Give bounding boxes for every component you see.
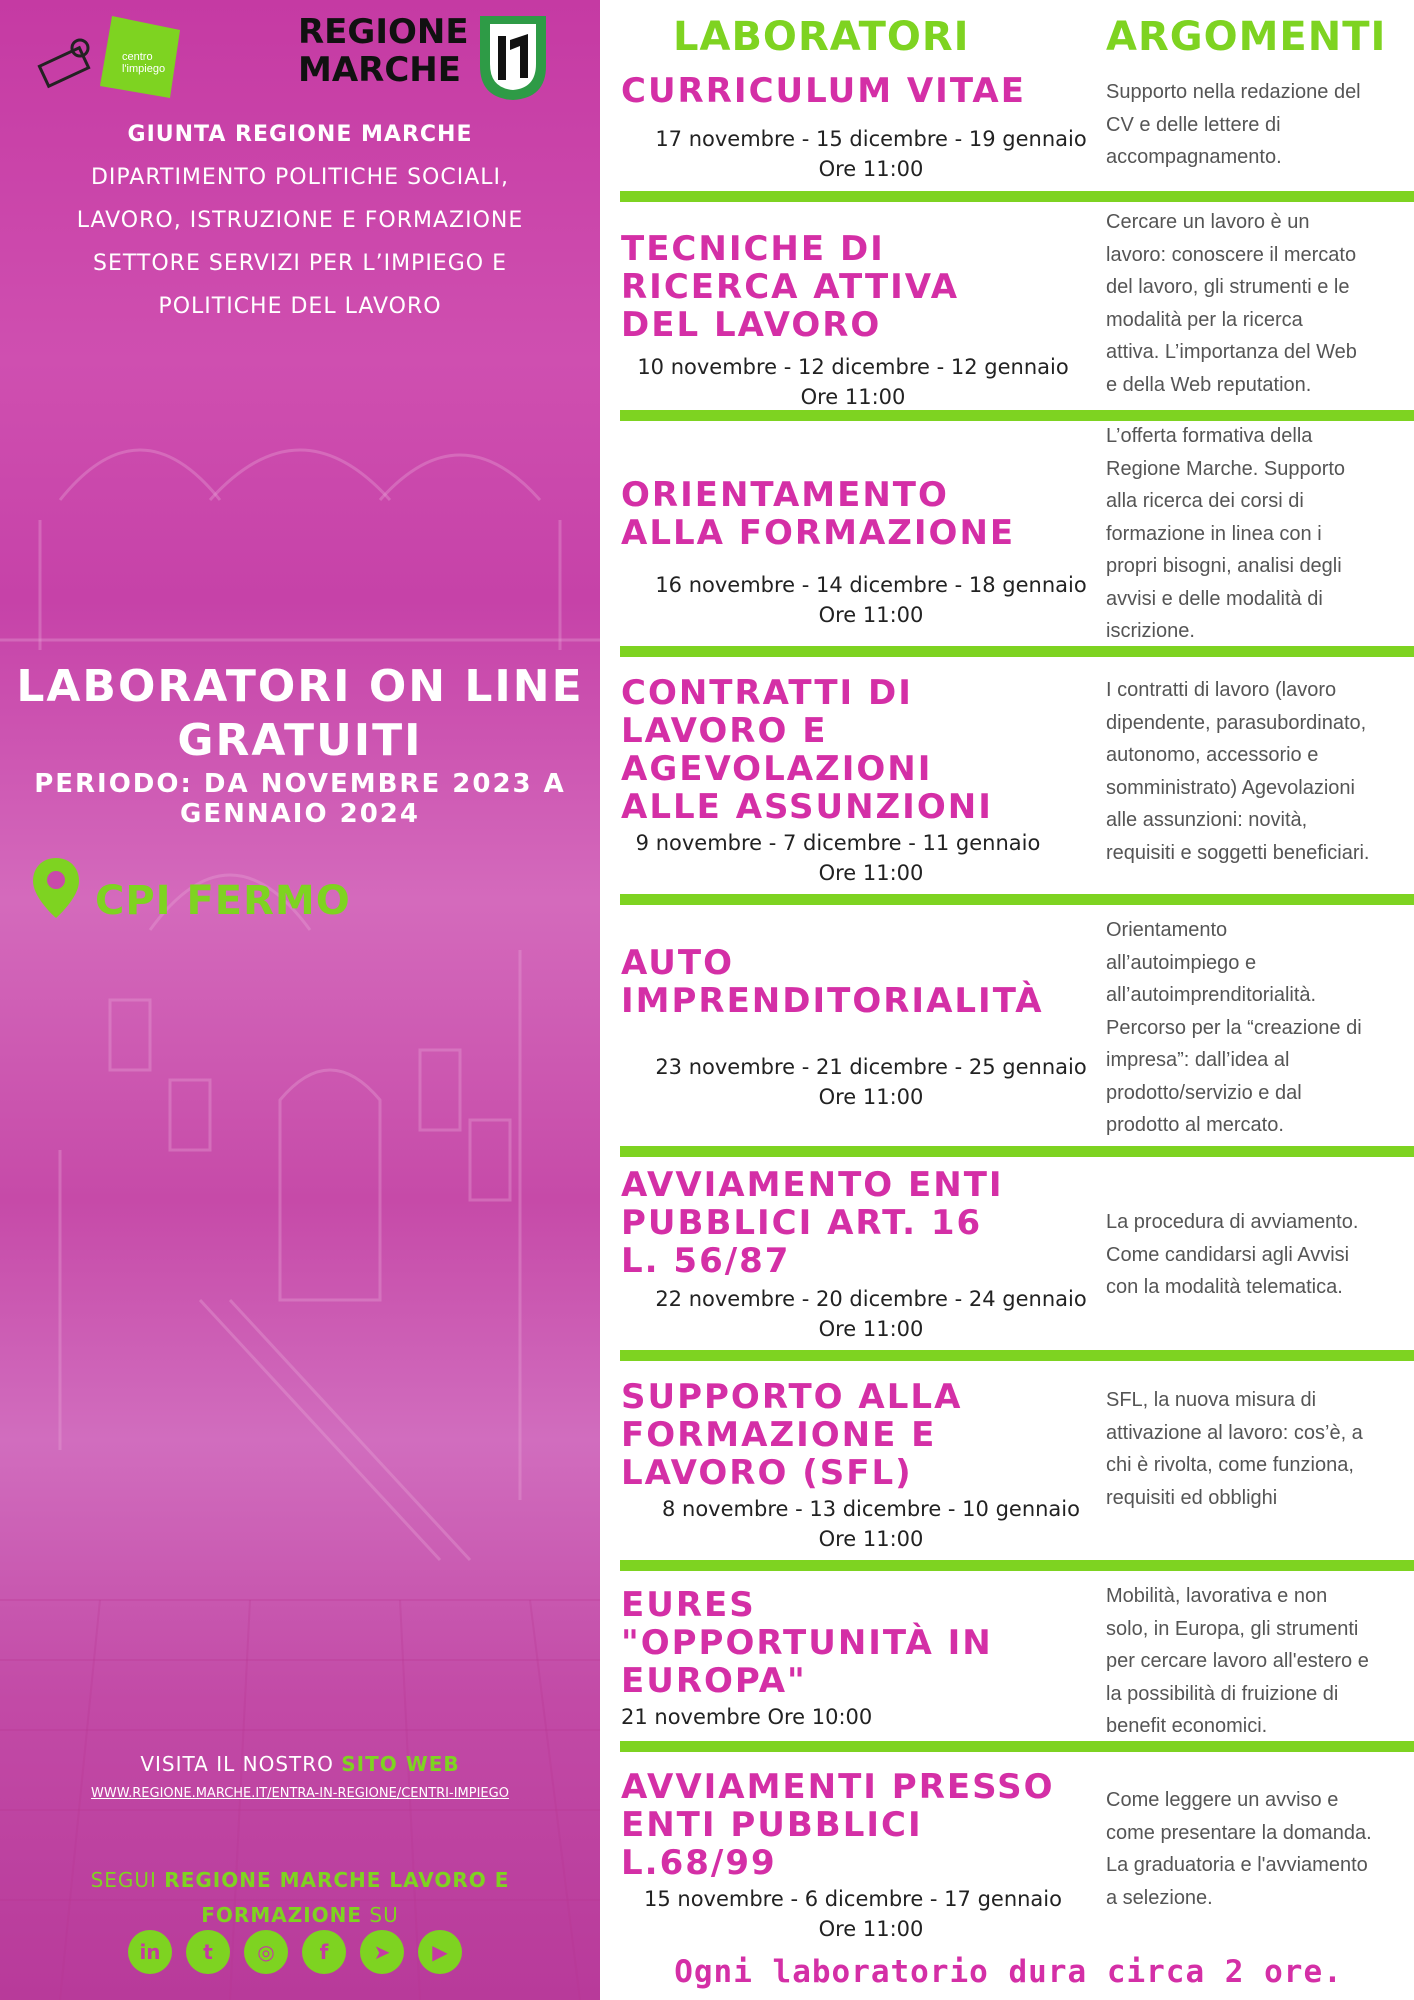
- lab-ricerca-attiva: TECNICHE DI RICERCA ATTIVA DEL LAVORO: [621, 229, 960, 345]
- lab-time: Ore 11:00: [818, 603, 924, 627]
- lab-topic: Mobilità, lavorativa e non solo, in Europa, gli strumenti per cercare lavoro all'estero e la possibilità di fruizione di benefit economici.: [1106, 1585, 1369, 1737]
- lab-time: Ore 11:00: [818, 1317, 924, 1341]
- lab-orientamento-formazione: ORIENTAMENTO ALLA FORMAZIONE: [621, 475, 1016, 553]
- lab-dates: 10 novembre - 12 dicembre - 12 gennaio: [637, 355, 1069, 379]
- lab-topic: I contratti di lavoro (lavoro dipendente, parasubordinato, autonomo, accessorio e somministrato) Agevolazioni alle assunzioni: novità, requisiti e soggetti beneficiari.: [1106, 679, 1370, 864]
- lab-title: CURRICULUM VITAE: [621, 71, 1026, 111]
- centro-impiego-logo: [30, 8, 180, 98]
- follow-highlight-2: FORMAZIONE: [201, 1903, 363, 1927]
- location-label: CPI FERMO: [95, 878, 351, 924]
- lab-time: Ore 11:00: [818, 1527, 924, 1551]
- duration-note: Ogni laboratorio dura circa 2 ore.: [674, 1954, 1343, 1990]
- lab-topic: SFL, la nuova misura di attivazione al lavoro: cos’è, a chi è rivolta, come funziona, requisiti ed obblighi: [1106, 1389, 1363, 1509]
- lab-eures: EURES "OPPORTUNITÀ IN EUROPA": [621, 1585, 993, 1701]
- lab-time: Ore 11:00: [800, 385, 906, 409]
- lab-contratti: CONTRATTI DI LAVORO E AGEVOLAZIONI ALLE ASSUNZIONI: [621, 673, 993, 827]
- dept-line-5: POLITICHE DEL LAVORO: [158, 294, 442, 319]
- lab-time: Ore 11:00: [818, 1085, 924, 1109]
- lab-dates: 17 novembre - 15 dicembre - 19 gennaio: [655, 127, 1087, 151]
- visit-website-text: [0, 1752, 600, 1776]
- logo-line-regione: REGIONE: [298, 12, 469, 52]
- lab-topic: Orientamento all’autoimpiego e all’autoimprenditorialità. Percorso per la “creazione di impresa”: dall’idea al prodotto/servizio e dal prodotto al mercato.: [1106, 919, 1362, 1136]
- lab-curriculum-vitae: [621, 72, 1121, 110]
- lab-dates: 15 novembre - 6 dicembre - 17 gennaio: [643, 1887, 1062, 1911]
- lab-topic: La procedura di avviamento. Come candidarsi agli Avvisi con la modalità telematica.: [1106, 1211, 1359, 1298]
- row-separator: [620, 894, 1414, 905]
- visit-highlight: SITO WEB: [341, 1752, 460, 1776]
- row-separator: [620, 1146, 1414, 1157]
- youtube-icon[interactable]: ▶: [418, 1930, 462, 1974]
- period-line-1: PERIODO: DA NOVEMBRE 2023 A: [34, 769, 566, 799]
- row-separator: [620, 1741, 1414, 1752]
- lab-dates: 9 novembre - 7 dicembre - 11 gennaio: [635, 831, 1041, 855]
- svg-text:centro: centro: [122, 51, 153, 63]
- lab-dates: 16 novembre - 14 dicembre - 18 gennaio: [655, 573, 1087, 597]
- topics-header: ARGOMENTI: [1106, 14, 1387, 60]
- website-link[interactable]: WWW.REGIONE.MARCHE.IT/ENTRA-IN-REGIONE/CENTRI-IMPIEGO: [91, 1786, 509, 1801]
- region-shield-icon: [476, 12, 550, 102]
- right-panel: [603, 0, 1414, 2000]
- lab-autoimprenditorialita: AUTO IMPRENDITORIALITÀ: [621, 943, 1044, 1021]
- lab-time: Ore 11:00: [818, 861, 924, 885]
- row-separator: [620, 1350, 1414, 1361]
- instagram-icon[interactable]: ◎: [244, 1930, 288, 1974]
- visit-prefix: VISITA IL NOSTRO: [140, 1752, 342, 1776]
- dept-line-1: GIUNTA REGIONE MARCHE: [127, 122, 473, 147]
- lab-time: Ore 11:00: [818, 1917, 924, 1941]
- follow-line-1: [0, 1868, 600, 1892]
- lab-dates: 22 novembre - 20 dicembre - 24 gennaio: [655, 1287, 1087, 1311]
- lab-topic: L’offerta formativa della Regione Marche. Supporto alla ricerca dei corsi di formazione in linea con i propri bisogni, analisi degli avvisi e delle modalità di iscrizione.: [1106, 425, 1346, 642]
- facebook-icon[interactable]: f: [302, 1930, 346, 1974]
- lab-l6899: AVVIAMENTI PRESSO ENTI PUBBLICI L.68/99: [621, 1767, 1055, 1883]
- row-separator: [620, 1560, 1414, 1571]
- lab-dates: 21 novembre Ore 10:00: [621, 1705, 873, 1729]
- location-pin-icon: [30, 856, 82, 920]
- svg-text:l'impiego: l'impiego: [122, 63, 166, 75]
- headline-line-2: GRATUITI: [177, 715, 423, 766]
- labs-header: LABORATORI: [673, 14, 970, 60]
- lab-topic: Cercare un lavoro è un lavoro: conoscere il mercato del lavoro, gli strumenti e le modalità per la ricerca attiva. L’importanza del Web e della Web reputation.: [1106, 211, 1357, 396]
- follow-prefix: SEGUI: [90, 1868, 165, 1892]
- dept-line-3: LAVORO, ISTRUZIONE E FORMAZIONE: [76, 208, 524, 233]
- dept-line-4: SETTORE SERVIZI PER L’IMPIEGO E: [93, 251, 507, 276]
- lab-sfl: SUPPORTO ALLA FORMAZIONE E LAVORO (SFL): [621, 1377, 963, 1493]
- dept-line-2: DIPARTIMENTO POLITICHE SOCIALI,: [90, 165, 509, 190]
- telegram-icon[interactable]: ➤: [360, 1930, 404, 1974]
- logo-line-marche: MARCHE: [298, 50, 461, 90]
- lab-avviamento-art16: AVVIAMENTO ENTI PUBBLICI ART. 16 L. 56/87: [621, 1165, 1004, 1281]
- lab-topic: Come leggere un avviso e come presentare la domanda. La graduatoria e l'avviamento a selezione.: [1106, 1789, 1372, 1909]
- linkedin-icon[interactable]: in: [128, 1930, 172, 1974]
- left-panel: [0, 0, 600, 2000]
- regione-marche-logo: [298, 12, 550, 108]
- headline-line-1: LABORATORI ON LINE: [16, 661, 584, 712]
- period-line-2: GENNAIO 2024: [180, 799, 420, 829]
- follow-suffix: SU: [362, 1903, 399, 1927]
- lab-dates: 8 novembre - 13 dicembre - 10 gennaio: [661, 1497, 1080, 1521]
- row-separator: [620, 646, 1414, 657]
- follow-highlight-1: REGIONE MARCHE LAVORO E: [164, 1868, 510, 1892]
- row-separator: [620, 191, 1414, 202]
- twitter-icon[interactable]: t: [186, 1930, 230, 1974]
- lab-topic: Supporto nella redazione del CV e delle lettere di accompagnamento.: [1106, 81, 1361, 168]
- follow-line-2: [0, 1903, 600, 1927]
- lab-time: Ore 11:00: [818, 157, 924, 181]
- lab-dates: 23 novembre - 21 dicembre - 25 gennaio: [655, 1055, 1087, 1079]
